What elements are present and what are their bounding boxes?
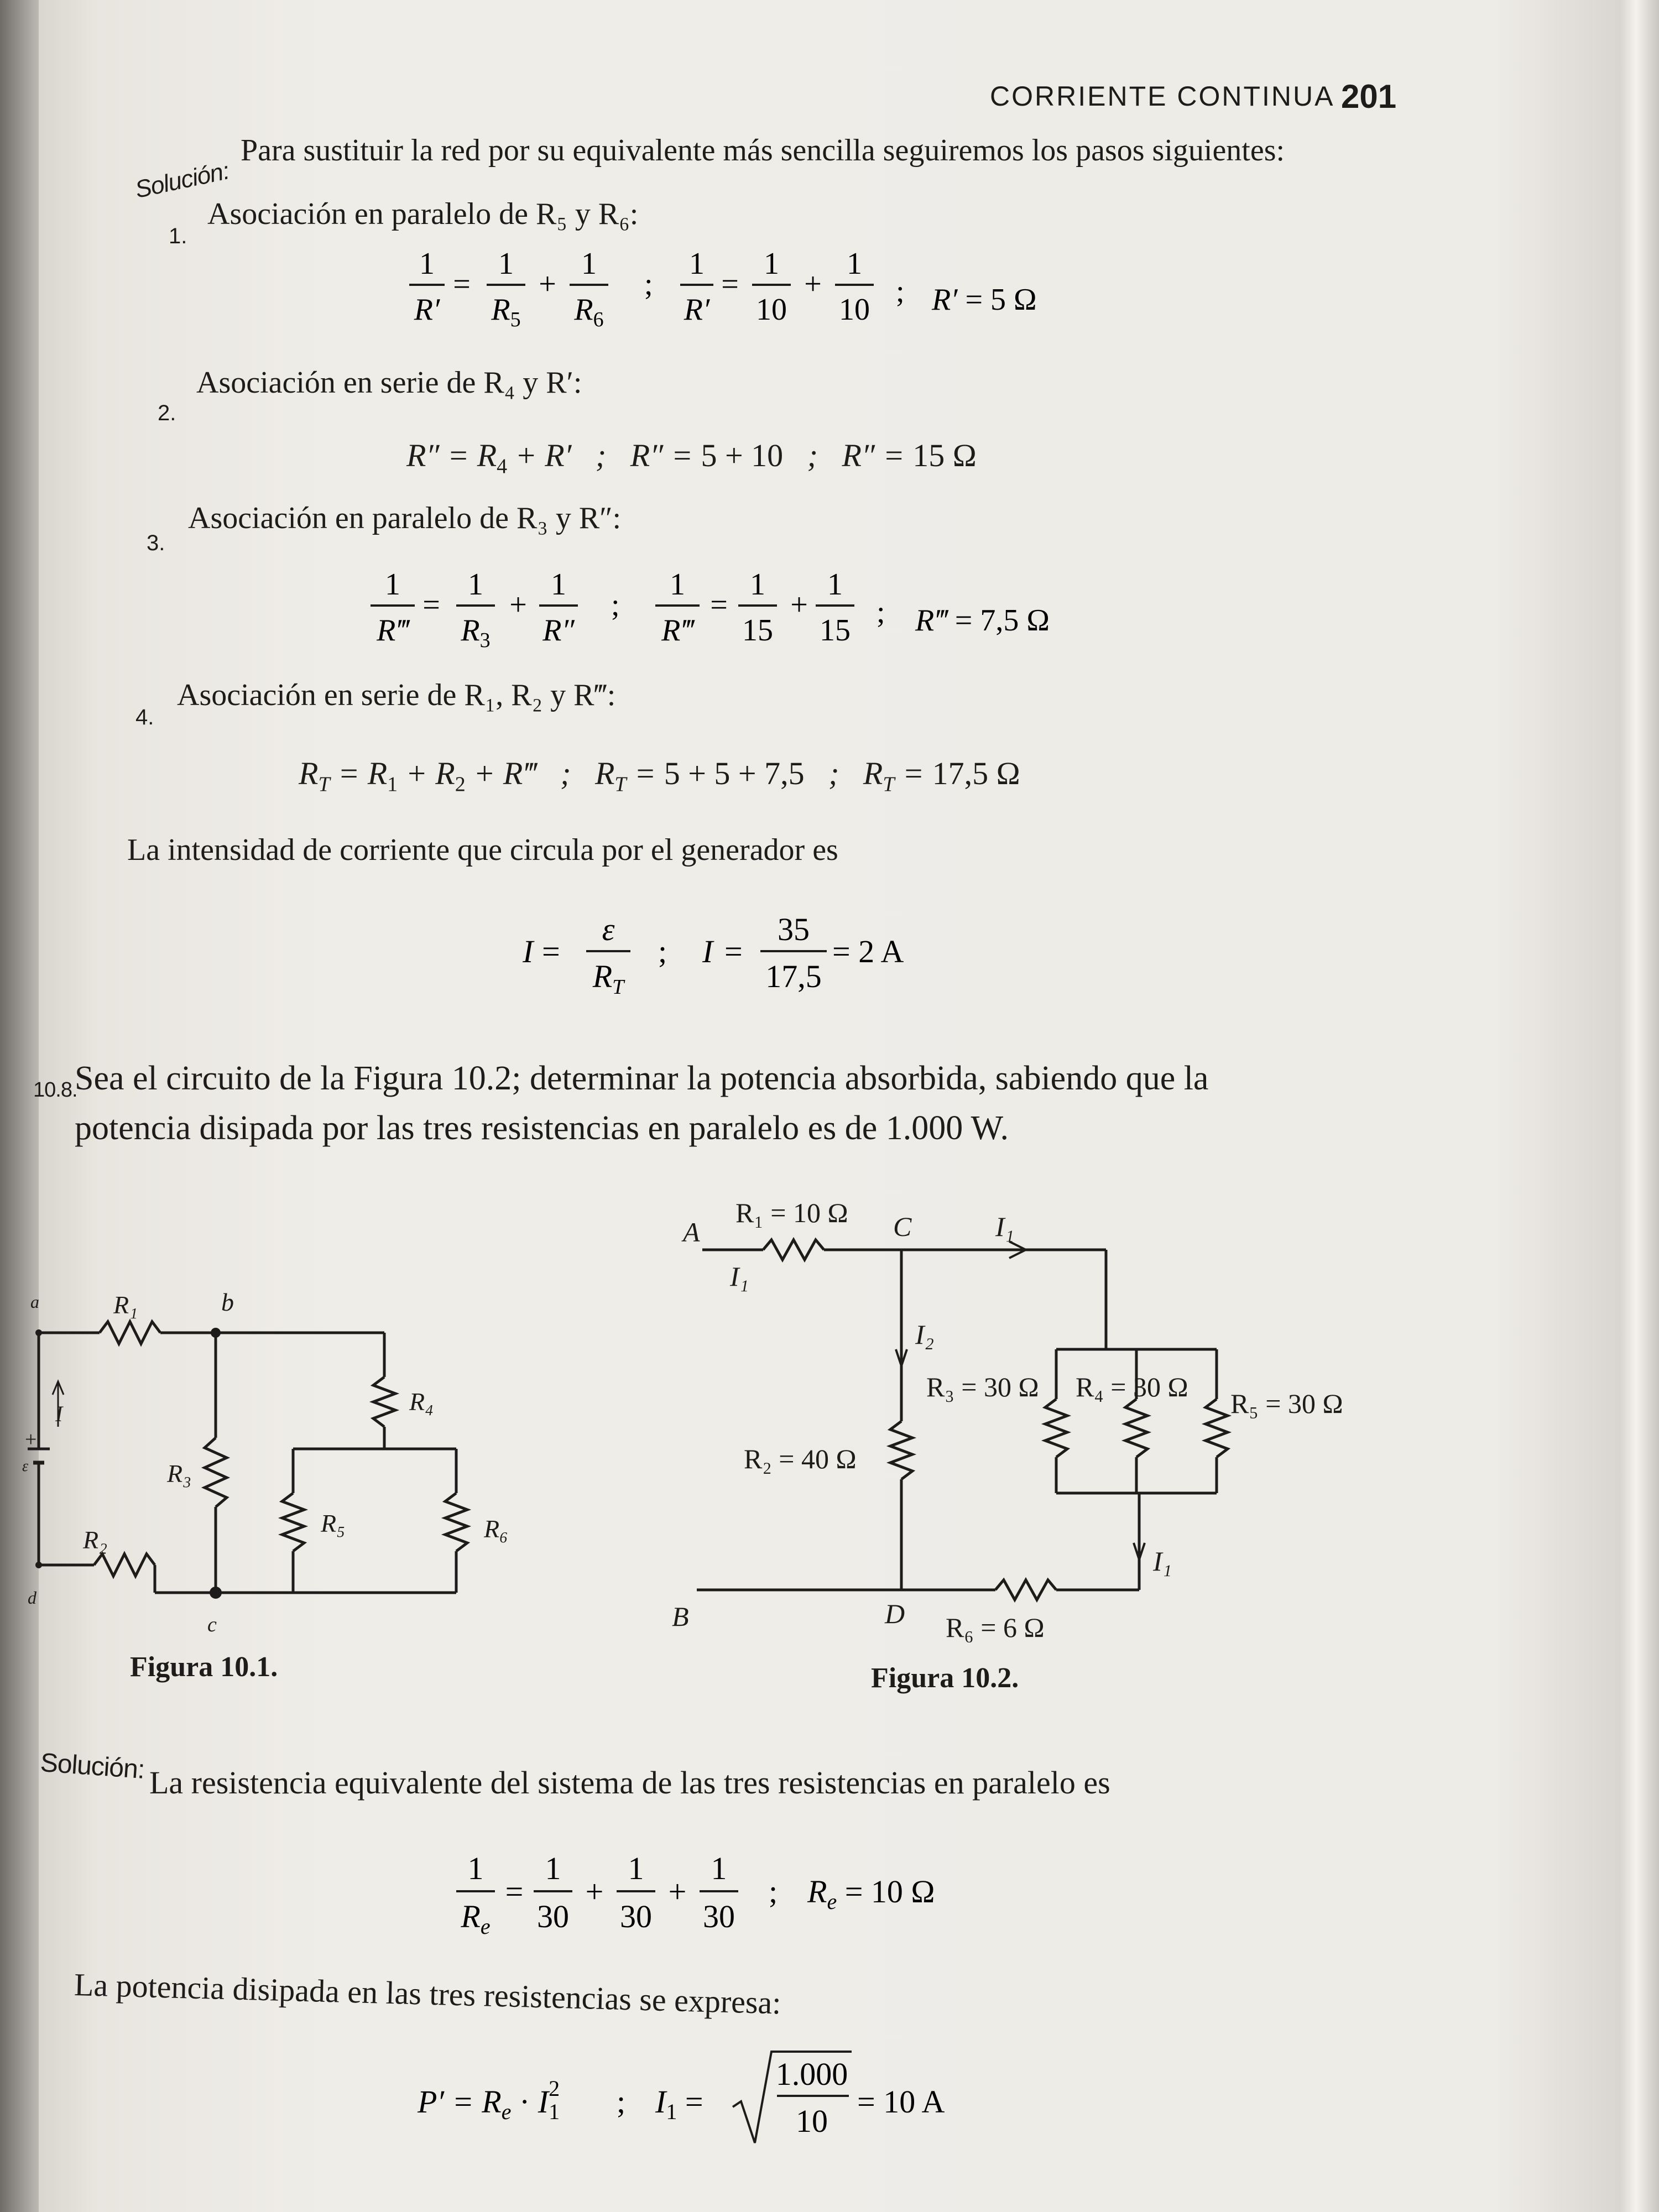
svg-text:1: 1 bbox=[468, 570, 483, 602]
equation-step-2: $R'' = R_4 + R'$ ; R″ = 5 + 10 ; R″ = 15 Ω bbox=[406, 437, 977, 478]
r3-label: R₃ bbox=[167, 1459, 192, 1488]
svg-text:;: ; bbox=[617, 2084, 626, 2120]
node-D-label: D bbox=[885, 1598, 905, 1629]
r3-value-label: R₃ = 30 Ω bbox=[926, 1371, 1039, 1402]
figure-10-2-caption: Figura 10.2. bbox=[871, 1662, 1019, 1694]
equation-current bbox=[523, 907, 943, 1006]
r1-value-label: R₁ = 10 Ω bbox=[735, 1197, 848, 1228]
svg-text:;: ; bbox=[877, 595, 885, 629]
battery-emf-label: ε bbox=[22, 1458, 29, 1475]
problem-number: 10.8. bbox=[33, 1078, 77, 1102]
r5-value-label: R₅ = 30 Ω bbox=[1230, 1388, 1343, 1419]
current-i-label: I bbox=[55, 1401, 63, 1426]
solution-label: Solución: bbox=[133, 157, 232, 204]
svg-text:1: 1 bbox=[750, 570, 765, 602]
r1-label: R₁ bbox=[113, 1291, 138, 1319]
node-A-label: A bbox=[683, 1217, 700, 1248]
equation-step-4: $R_T = R_1 + R_2$ + R‴ ; $R_T = 5 + 5 + 7,5$ ; $R_T = 17,5$ Ω bbox=[299, 755, 1020, 796]
svg-text:R5: $R_5$ bbox=[491, 293, 521, 331]
step-number: 3. bbox=[147, 531, 165, 555]
r2-value-label: R₂ = 40 Ω bbox=[744, 1443, 857, 1474]
current-i1-label: I₁ bbox=[1153, 1546, 1172, 1577]
binding-shadow bbox=[0, 0, 39, 2212]
solution-intro: Para sustituir la red por su equivalente más sencilla seguiremos los pasos siguientes: bbox=[241, 133, 1285, 168]
svg-text:R6: $R_6$ bbox=[574, 293, 604, 331]
svg-text:RT: $R_T$ bbox=[592, 958, 624, 999]
problem-text-line2: potencia disipada por las tres resistencias en paralelo es de 1.000 W. bbox=[75, 1109, 1009, 1147]
svg-text:I: I bbox=[702, 933, 713, 969]
r6-label: R₆ bbox=[484, 1515, 509, 1543]
svg-text:R′ = 5 Ω: R′ = 5 Ω bbox=[932, 283, 1037, 317]
equation-step-1 bbox=[409, 249, 1128, 343]
svg-text:R3: $R_3$ bbox=[461, 613, 491, 652]
svg-text:;: ; bbox=[769, 1874, 778, 1910]
node-a-label: a bbox=[30, 1292, 39, 1312]
current-i1-label: I₁ bbox=[730, 1261, 749, 1292]
svg-text:+: + bbox=[804, 267, 822, 301]
step-text: Asociación en serie de R₄ y R′: bbox=[196, 366, 582, 400]
r4-value-label: R₄ = 30 Ω bbox=[1076, 1371, 1188, 1402]
svg-text:1: 1 bbox=[711, 1850, 727, 1886]
step-text: Asociación en serie de R₁, R₂ y R‴: bbox=[177, 678, 616, 712]
svg-text:R‴ = 7,5 Ω: R‴ = 7,5 Ω bbox=[915, 603, 1050, 638]
svg-text:;: ; bbox=[658, 933, 667, 969]
svg-text:=: = bbox=[542, 933, 560, 969]
r5-label: R₅ bbox=[321, 1509, 346, 1537]
svg-text:=: = bbox=[422, 588, 440, 622]
svg-text:30: 30 bbox=[620, 1898, 652, 1934]
svg-text:R′: R′ bbox=[414, 293, 440, 327]
current-text: La intensidad de corriente que circula por el generador es bbox=[127, 833, 838, 867]
step-text: Asociación en paralelo de R₅ y R₆: bbox=[207, 197, 639, 231]
svg-text:;: ; bbox=[611, 588, 620, 622]
svg-text:+: + bbox=[585, 1874, 604, 1910]
svg-text:+: + bbox=[790, 588, 808, 622]
svg-text:1: 1 bbox=[670, 570, 685, 602]
svg-text:1: 1 bbox=[827, 570, 843, 602]
step-number: 1. bbox=[169, 224, 187, 248]
svg-text:35: 35 bbox=[778, 911, 810, 947]
svg-text:=: = bbox=[710, 588, 728, 622]
svg-text:1: 1 bbox=[419, 249, 435, 281]
page-edge bbox=[1620, 0, 1659, 2212]
power-text: La potencia disipada en las tres resistencias se expresa: bbox=[74, 1966, 782, 2021]
svg-text:+: + bbox=[509, 588, 527, 622]
svg-text:Re = 10 Ω: $R_e = 10$ Ω bbox=[807, 1874, 935, 1914]
svg-text:=: = bbox=[505, 1874, 524, 1910]
svg-text:R″: R″ bbox=[542, 613, 575, 648]
problem-text-line1: Sea el circuito de la Figura 10.2; determinar la potencia absorbida, sabiendo que la bbox=[75, 1060, 1209, 1097]
svg-text:;: ; bbox=[896, 274, 905, 309]
svg-text:17,5: 17,5 bbox=[765, 958, 822, 994]
equation-parallel-resistance bbox=[453, 1847, 995, 1947]
equation-power bbox=[409, 2046, 1018, 2157]
svg-text:15: 15 bbox=[820, 613, 851, 648]
svg-text:= 2 A: = 2 A bbox=[832, 933, 904, 969]
svg-text:;: ; bbox=[644, 267, 653, 301]
svg-text:=: = bbox=[721, 267, 739, 301]
r6-value-label: R₆ = 6 Ω bbox=[946, 1612, 1045, 1642]
r4-label: R₄ bbox=[409, 1387, 434, 1416]
page-number: 201 bbox=[1341, 78, 1397, 115]
step-number: 2. bbox=[158, 401, 176, 425]
svg-text:10: 10 bbox=[839, 293, 870, 327]
svg-text:I1 =: $I_1$ = bbox=[655, 2084, 703, 2124]
svg-text:+: + bbox=[668, 1874, 687, 1910]
node-B-label: B bbox=[672, 1601, 689, 1632]
svg-text:=: = bbox=[724, 933, 743, 969]
current-i2-label: I₂ bbox=[915, 1319, 935, 1350]
node-b-label: b bbox=[221, 1288, 234, 1316]
svg-text:R‴: R‴ bbox=[377, 613, 409, 648]
svg-text:1: 1 bbox=[498, 249, 514, 281]
svg-text:1: 1 bbox=[689, 249, 705, 281]
battery-plus-label: + bbox=[25, 1428, 37, 1451]
node-d-label: d bbox=[28, 1588, 36, 1608]
svg-text:1.000: 1.000 bbox=[775, 2056, 848, 2092]
figure-10-2-circuit bbox=[653, 1189, 1405, 1642]
svg-text:30: 30 bbox=[703, 1898, 735, 1934]
svg-text:I: I bbox=[523, 933, 534, 969]
svg-text:15: 15 bbox=[742, 613, 773, 648]
node-C-label: C bbox=[893, 1211, 912, 1242]
solution-text: La resistencia equivalente del sistema de las tres resistencias en paralelo es bbox=[149, 1765, 1110, 1801]
svg-text:30: 30 bbox=[537, 1898, 569, 1934]
r2-label: R₂ bbox=[83, 1526, 108, 1554]
svg-text:1: 1 bbox=[847, 249, 862, 281]
svg-text:R‴: R‴ bbox=[661, 613, 693, 648]
svg-text:P′ = Re · I12: $P' = R_e \cdot I_12$ bbox=[418, 2076, 560, 2124]
node-c-label: c bbox=[207, 1613, 217, 1636]
running-title: CORRIENTE CONTINUA bbox=[990, 81, 1335, 112]
svg-text:ε: ε bbox=[602, 911, 615, 947]
solution-label: Solución: bbox=[39, 1747, 145, 1785]
current-i1-label: I₁ bbox=[995, 1211, 1015, 1242]
equation-step-3 bbox=[368, 570, 1142, 664]
svg-text:1: 1 bbox=[545, 1850, 561, 1886]
svg-text:R′: R′ bbox=[684, 293, 710, 327]
figure-10-1-caption: Figura 10.1. bbox=[130, 1651, 278, 1683]
svg-text:= 10 A: = 10 A bbox=[857, 2084, 945, 2120]
svg-text:+: + bbox=[539, 267, 556, 301]
step-number: 4. bbox=[135, 705, 154, 729]
svg-text:1: 1 bbox=[581, 249, 597, 281]
svg-text:10: 10 bbox=[796, 2103, 828, 2139]
svg-text:=: = bbox=[453, 267, 471, 301]
svg-text:10: 10 bbox=[756, 293, 787, 327]
figure-10-1-circuit bbox=[22, 1272, 509, 1659]
svg-text:1: 1 bbox=[628, 1850, 644, 1886]
svg-text:Re: $R_e$ bbox=[461, 1898, 491, 1939]
step-text: Asociación en paralelo de R₃ y R″: bbox=[188, 501, 622, 535]
svg-text:1: 1 bbox=[385, 570, 400, 602]
svg-text:1: 1 bbox=[551, 570, 566, 602]
svg-text:1: 1 bbox=[467, 1850, 484, 1886]
svg-text:1: 1 bbox=[764, 249, 779, 281]
